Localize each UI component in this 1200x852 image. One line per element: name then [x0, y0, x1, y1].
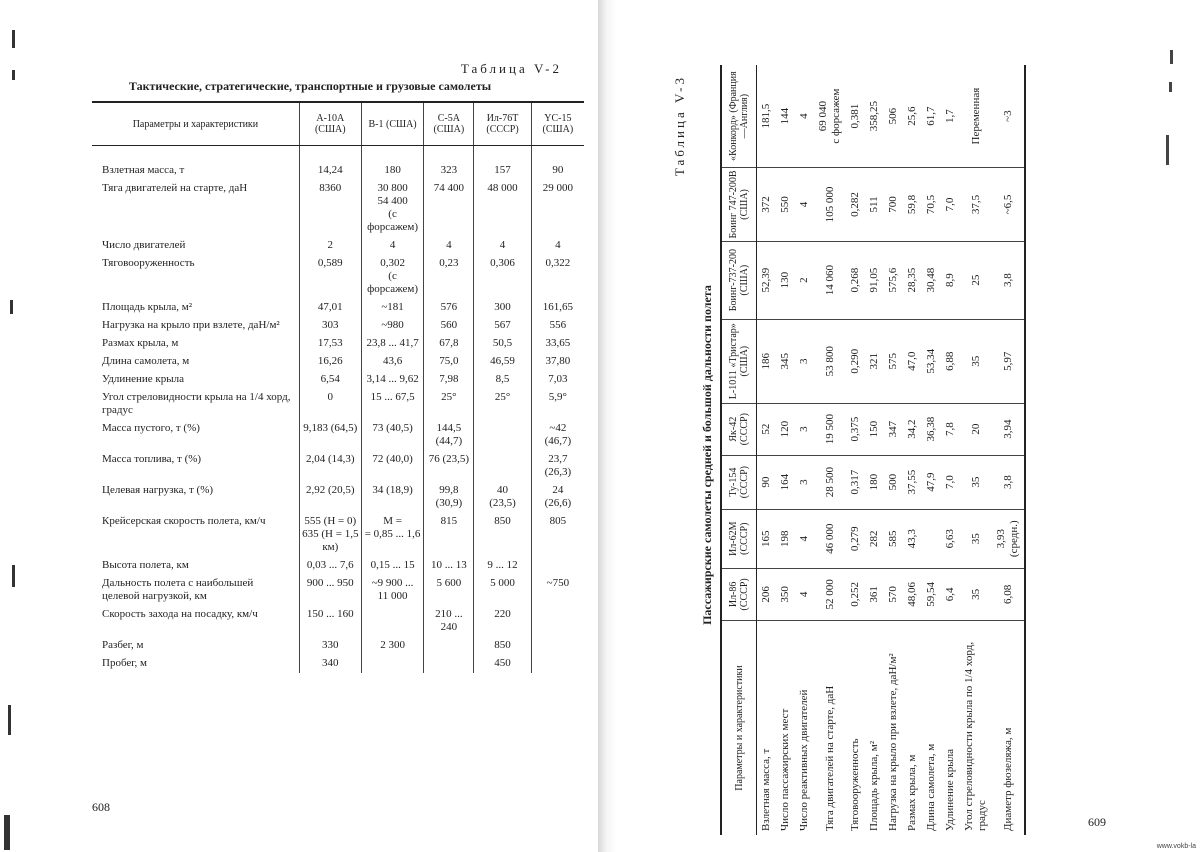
table-cell: 555 (H = 0) 635 (H = 1,5 км)	[299, 513, 361, 557]
table-cell: 567	[474, 317, 531, 335]
table-cell: 323	[424, 146, 474, 181]
table-cell: 53,34	[922, 319, 941, 403]
table-cell: 7,0	[941, 455, 960, 509]
table-cell: 9,183 (64,5)	[299, 420, 361, 451]
table-cell: 575,6	[884, 241, 903, 319]
table-cell: ~9 900 ... 11 000	[361, 575, 424, 606]
table-cell: 37,55	[903, 455, 922, 509]
table-row	[92, 637, 584, 655]
table-cell: 46,59	[474, 353, 531, 371]
table-cell: 321	[865, 319, 884, 403]
row-label: Скорость захода на посадку, км/ч	[102, 608, 258, 620]
table-cell: 4	[795, 65, 814, 168]
table-cell: 0,290	[846, 319, 865, 403]
table-cell: 372	[757, 168, 777, 241]
aircraft-table-v2	[92, 101, 584, 673]
table-cell: 35	[960, 509, 992, 568]
table-cell: 46 000	[814, 509, 846, 568]
table-cell: 48,06	[903, 568, 922, 620]
table-cell	[474, 451, 531, 482]
row-label: Размах крыла, м	[102, 337, 179, 349]
table-header-row	[92, 102, 584, 146]
table-row	[92, 146, 584, 181]
table-cell: 5,9°	[531, 389, 584, 420]
column-header: C-5A (США)	[424, 102, 474, 146]
column-header: Ил-76Т (СССР)	[474, 102, 531, 146]
table-cell: 36,38	[922, 403, 941, 455]
table-cell: 47,0	[903, 319, 922, 403]
table-row	[814, 65, 846, 835]
right-page	[664, 65, 1124, 845]
table-cell: 90	[757, 455, 777, 509]
table-cell: 40 (23,5)	[474, 482, 531, 513]
table-cell: 59,54	[922, 568, 941, 620]
table-cell: 2,04 (14,3)	[299, 451, 361, 482]
table-cell: 0,306	[474, 255, 531, 299]
row-label: Число реактивных двигателей	[798, 689, 810, 831]
table-cell: 4	[531, 237, 584, 255]
row-label: Масса пустого, т (%)	[102, 422, 200, 434]
table-cell: 161,65	[531, 299, 584, 317]
table-cell: 450	[474, 655, 531, 673]
row-label: Диаметр фюзеляжа, м	[992, 621, 1025, 836]
table-label: Таблица V-2	[460, 61, 562, 76]
table-cell: 37,80	[531, 353, 584, 371]
row-label: Нагрузка на крыло при взлете, даН/м²	[887, 653, 899, 831]
table-cell: Переменная	[960, 65, 992, 168]
table-cell: 347	[884, 403, 903, 455]
table-cell: 350	[776, 568, 795, 620]
table-row	[92, 451, 584, 482]
table-title: Тактические, стратегические, транспортные и грузовые самолеты	[128, 79, 492, 93]
table-cell: 1,7	[941, 65, 960, 168]
table-cell	[531, 637, 584, 655]
table-row	[92, 655, 584, 673]
table-row	[92, 180, 584, 237]
table-cell: 556	[531, 317, 584, 335]
table-cell: 358,25	[865, 65, 884, 168]
table-cell: 25°	[474, 389, 531, 420]
table-cell: 345	[776, 319, 795, 403]
table-cell: 29 000	[531, 180, 584, 237]
table-cell: 0,268	[846, 241, 865, 319]
table-cell: ~3	[992, 65, 1025, 168]
table-cell: 0,279	[846, 509, 865, 568]
table-cell: 47,01	[299, 299, 361, 317]
table-cell: 24 (26,6)	[531, 482, 584, 513]
table-cell: 0,381	[846, 65, 865, 168]
table-cell	[424, 655, 474, 673]
passenger-aircraft-table-v3	[720, 65, 1026, 835]
row-label: Угол стреловидности крыла по 1/4 хорд, градус	[963, 641, 988, 831]
table-cell	[361, 655, 424, 673]
table-cell: 23,7 (26,3)	[531, 451, 584, 482]
table-cell: 186	[757, 319, 777, 403]
table-cell: 120	[776, 403, 795, 455]
table-row	[92, 237, 584, 255]
table-cell: ~6,5	[992, 168, 1025, 241]
table-cell: 700	[884, 168, 903, 241]
table-cell: 805	[531, 513, 584, 557]
table-cell: 585	[884, 509, 903, 568]
left-page	[40, 55, 580, 835]
table-cell: 14 060	[814, 241, 846, 319]
table-cell	[424, 637, 474, 655]
row-label: Взлетная масса, т	[102, 164, 185, 176]
table-cell: 34,2	[903, 403, 922, 455]
table-cell: 37,5	[960, 168, 992, 241]
table-cell: 2	[795, 241, 814, 319]
row-label: Высота полета, км	[102, 559, 189, 571]
table-cell: 0,589	[299, 255, 361, 299]
table-row	[941, 65, 960, 835]
column-header: L-1011 «Тристар» (США)	[721, 319, 757, 403]
table-cell: M = = 0,85 ... 1,6	[361, 513, 424, 557]
table-cell: 30,48	[922, 241, 941, 319]
column-header: A-10A (США)	[299, 102, 361, 146]
table-cell: 70,5	[922, 168, 941, 241]
table-row	[92, 482, 584, 513]
table-cell: 3,94	[992, 403, 1025, 455]
table-cell	[922, 509, 941, 568]
table-row	[903, 65, 922, 835]
table-cell: 14,24	[299, 146, 361, 181]
table-cell: 0,302 (с форсажем)	[361, 255, 424, 299]
table-cell: 144,5 (44,7)	[424, 420, 474, 451]
table-cell: 6,63	[941, 509, 960, 568]
row-label: Размах крыла, м	[906, 754, 918, 831]
table-cell: 73 (40,5)	[361, 420, 424, 451]
table-cell: 6,08	[992, 568, 1025, 620]
row-label: Число двигателей	[102, 239, 186, 251]
table-cell: 220	[474, 606, 531, 637]
table-cell: 206	[757, 568, 777, 620]
table-cell: 330	[299, 637, 361, 655]
table-cell: 0,282	[846, 168, 865, 241]
row-label: Целевая нагрузка, т (%)	[102, 484, 214, 496]
table-cell: 0,03 ... 7,6	[299, 557, 361, 575]
table-cell: 3,8	[992, 455, 1025, 509]
table-cell: 9 ... 12	[474, 557, 531, 575]
table-cell: 34 (18,9)	[361, 482, 424, 513]
table-cell: 198	[776, 509, 795, 568]
table-cell: 560	[424, 317, 474, 335]
table-cell: 180	[865, 455, 884, 509]
table-cell: 575	[884, 319, 903, 403]
table-cell: ~181	[361, 299, 424, 317]
row-label: Площадь крыла, м²	[102, 301, 193, 313]
table-cell	[531, 606, 584, 637]
table-row	[92, 389, 584, 420]
table-cell: 5 600	[424, 575, 474, 606]
row-label: Нагрузка на крыло при взлете, даН/м²	[102, 319, 280, 331]
table-row	[92, 575, 584, 606]
table-cell	[474, 420, 531, 451]
table-cell: ~42 (46,7)	[531, 420, 584, 451]
table-cell: ~980	[361, 317, 424, 335]
table-cell: 511	[865, 168, 884, 241]
table-header-row	[721, 65, 757, 835]
table-cell: 2,92 (20,5)	[299, 482, 361, 513]
table-cell: 61,7	[922, 65, 941, 168]
table-cell: 19 500	[814, 403, 846, 455]
table-cell: 550	[776, 168, 795, 241]
table-cell: 0,322	[531, 255, 584, 299]
row-label: Пробег, м	[102, 657, 148, 669]
table-cell: 28,35	[903, 241, 922, 319]
table-cell: 52	[757, 403, 777, 455]
table-cell: 3,8	[992, 241, 1025, 319]
row-label: Разбег, м	[102, 639, 144, 651]
table-cell: 2	[299, 237, 361, 255]
table-cell: 35	[960, 319, 992, 403]
table-cell: 4	[361, 237, 424, 255]
table-cell: 90	[531, 146, 584, 181]
column-header: Ту-154 (СССР)	[721, 455, 757, 509]
table-cell: 0	[299, 389, 361, 420]
table-row	[776, 65, 795, 835]
table-cell	[531, 655, 584, 673]
table-cell: 2 300	[361, 637, 424, 655]
table-cell: 75,0	[424, 353, 474, 371]
column-header: «Конкорд» (Франция—Англия)	[721, 65, 757, 168]
table-cell: 3	[795, 455, 814, 509]
table-cell: 0,15 ... 15	[361, 557, 424, 575]
table-cell: 10 ... 13	[424, 557, 474, 575]
table-cell: 30 800 54 400 (с форсажем)	[361, 180, 424, 237]
table-row	[92, 606, 584, 637]
table-cell: 15 ... 67,5	[361, 389, 424, 420]
table-cell: 361	[865, 568, 884, 620]
table-cell: 59,8	[903, 168, 922, 241]
table-cell: 33,65	[531, 335, 584, 353]
table-cell: 150	[865, 403, 884, 455]
table-cell: 43,3	[903, 509, 922, 568]
table-cell: 76 (23,5)	[424, 451, 474, 482]
table-cell: 210 ... 240	[424, 606, 474, 637]
table-cell: 53 800	[814, 319, 846, 403]
column-header: Як-42 (СССР)	[721, 403, 757, 455]
column-header: Ил-62М (СССР)	[721, 509, 757, 568]
table-body	[757, 65, 1026, 835]
row-label: Удлинение крыла	[944, 748, 956, 831]
table-row	[960, 65, 992, 835]
table-cell: 4	[795, 568, 814, 620]
table-cell: 16,26	[299, 353, 361, 371]
table-cell: 74 400	[424, 180, 474, 237]
table-row	[846, 65, 865, 835]
table-cell: 52 000	[814, 568, 846, 620]
row-label: Удлинение крыла	[102, 373, 185, 385]
table-cell: 0,23	[424, 255, 474, 299]
row-label: Тяга двигателей на старте, даН	[102, 182, 248, 194]
row-label: Дальность полета с наибольшей целевой нагрузкой, км	[102, 577, 254, 602]
table-cell: 5 000	[474, 575, 531, 606]
table-cell: 7,03	[531, 371, 584, 389]
table-cell: 850	[474, 513, 531, 557]
table-cell: 47,9	[922, 455, 941, 509]
table-cell: 6,88	[941, 319, 960, 403]
table-row	[92, 353, 584, 371]
table-title: Пассажирские самолеты средней и большой дальности полета	[700, 285, 714, 625]
table-row	[757, 65, 777, 835]
page-number: 609	[1088, 815, 1106, 829]
table-cell: 157	[474, 146, 531, 181]
table-cell: 35	[960, 455, 992, 509]
table-cell: 3,93 (средн.)	[992, 509, 1025, 568]
table-cell: 165	[757, 509, 777, 568]
table-cell: 7,98	[424, 371, 474, 389]
table-cell: 69 040 с форсажем	[814, 65, 846, 168]
table-cell: 25°	[424, 389, 474, 420]
table-cell: 3	[795, 403, 814, 455]
row-label: Длина самолета, м	[925, 743, 937, 831]
page-number: 608	[92, 800, 110, 814]
table-row	[92, 317, 584, 335]
table-row	[922, 65, 941, 835]
table-cell: 7,0	[941, 168, 960, 241]
table-row	[884, 65, 903, 835]
table-cell: 164	[776, 455, 795, 509]
table-cell	[531, 557, 584, 575]
column-header: Боинг-737-200 (США)	[721, 241, 757, 319]
table-cell: 815	[424, 513, 474, 557]
table-cell: 28 500	[814, 455, 846, 509]
table-cell: 67,8	[424, 335, 474, 353]
table-cell: 500	[884, 455, 903, 509]
table-cell: 4	[474, 237, 531, 255]
table-cell: 35	[960, 568, 992, 620]
table-cell: 900 ... 950	[299, 575, 361, 606]
table-row	[992, 65, 1025, 835]
table-cell: 8,5	[474, 371, 531, 389]
row-label: Тяга двигателей на старте, даН	[823, 685, 836, 831]
table-label: Таблица V-3	[672, 75, 687, 177]
table-cell: 300	[474, 299, 531, 317]
table-cell: 150 ... 160	[299, 606, 361, 637]
column-header: Ил-86 (СССР)	[721, 568, 757, 620]
table-cell: 105 000	[814, 168, 846, 241]
row-label: Угол стреловидности крыла на 1/4 хорд, градус	[102, 391, 291, 416]
table-cell: 6,4	[941, 568, 960, 620]
table-row	[92, 371, 584, 389]
table-cell: 3	[795, 319, 814, 403]
column-header: YC-15 (США)	[531, 102, 584, 146]
table-row	[92, 420, 584, 451]
table-cell: 0,252	[846, 568, 865, 620]
table-cell: 5,97	[992, 319, 1025, 403]
table-cell: 0,317	[846, 455, 865, 509]
table-cell: 50,5	[474, 335, 531, 353]
book-spine-shadow	[598, 0, 616, 852]
table-cell: 52,39	[757, 241, 777, 319]
column-header: Боинг 747-200B (США)	[721, 168, 757, 241]
table-cell: 130	[776, 241, 795, 319]
row-label: Масса топлива, т (%)	[102, 453, 202, 465]
table-cell: 8,9	[941, 241, 960, 319]
table-cell: 4	[795, 509, 814, 568]
row-label: Крейсерская скорость полета, км/ч	[102, 515, 266, 527]
table-row	[795, 65, 814, 835]
table-cell: 282	[865, 509, 884, 568]
table-row	[92, 557, 584, 575]
table-cell: 43,6	[361, 353, 424, 371]
watermark: www.vokb-la	[1156, 843, 1196, 850]
table-cell: 17,53	[299, 335, 361, 353]
table-cell: 25	[960, 241, 992, 319]
table-cell: 8360	[299, 180, 361, 237]
row-label: Взлетная масса, т	[760, 748, 772, 831]
row-label: Длина самолета, м	[102, 355, 190, 367]
table-cell: 72 (40,0)	[361, 451, 424, 482]
table-cell: 4	[795, 168, 814, 241]
table-cell: 99,8 (30,9)	[424, 482, 474, 513]
table-cell: 303	[299, 317, 361, 335]
table-cell: 180	[361, 146, 424, 181]
row-label: Тяговооруженность	[849, 738, 861, 831]
table-cell: 3,14 ... 9,62	[361, 371, 424, 389]
table-cell: 340	[299, 655, 361, 673]
table-cell: 850	[474, 637, 531, 655]
table-cell: 144	[776, 65, 795, 168]
row-label: Тяговооруженность	[102, 257, 195, 269]
table-cell: 181,5	[757, 65, 777, 168]
column-header: B-1 (США)	[361, 102, 424, 146]
table-body	[92, 146, 584, 674]
table-cell: 7,8	[941, 403, 960, 455]
table-cell: 576	[424, 299, 474, 317]
table-cell: 4	[424, 237, 474, 255]
table-row	[92, 513, 584, 557]
table-row	[92, 299, 584, 317]
table-cell	[361, 606, 424, 637]
table-row	[865, 65, 884, 835]
table-cell: 0,375	[846, 403, 865, 455]
table-row	[92, 335, 584, 353]
table-cell: 25,6	[903, 65, 922, 168]
column-header-parameters: Параметры и характеристики	[721, 621, 757, 836]
row-label: Число пассажирских мест	[779, 708, 791, 831]
row-label: Площадь крыла, м²	[868, 740, 880, 831]
table-cell: 570	[884, 568, 903, 620]
table-cell: ~750	[531, 575, 584, 606]
table-cell: 23,8 ... 41,7	[361, 335, 424, 353]
column-header-parameters: Параметры и характеристики	[92, 102, 299, 146]
table-cell: 91,05	[865, 241, 884, 319]
table-cell: 506	[884, 65, 903, 168]
table-row	[92, 255, 584, 299]
table-cell: 20	[960, 403, 992, 455]
scan-edge-marks	[0, 0, 28, 852]
table-cell: 6,54	[299, 371, 361, 389]
table-cell: 48 000	[474, 180, 531, 237]
